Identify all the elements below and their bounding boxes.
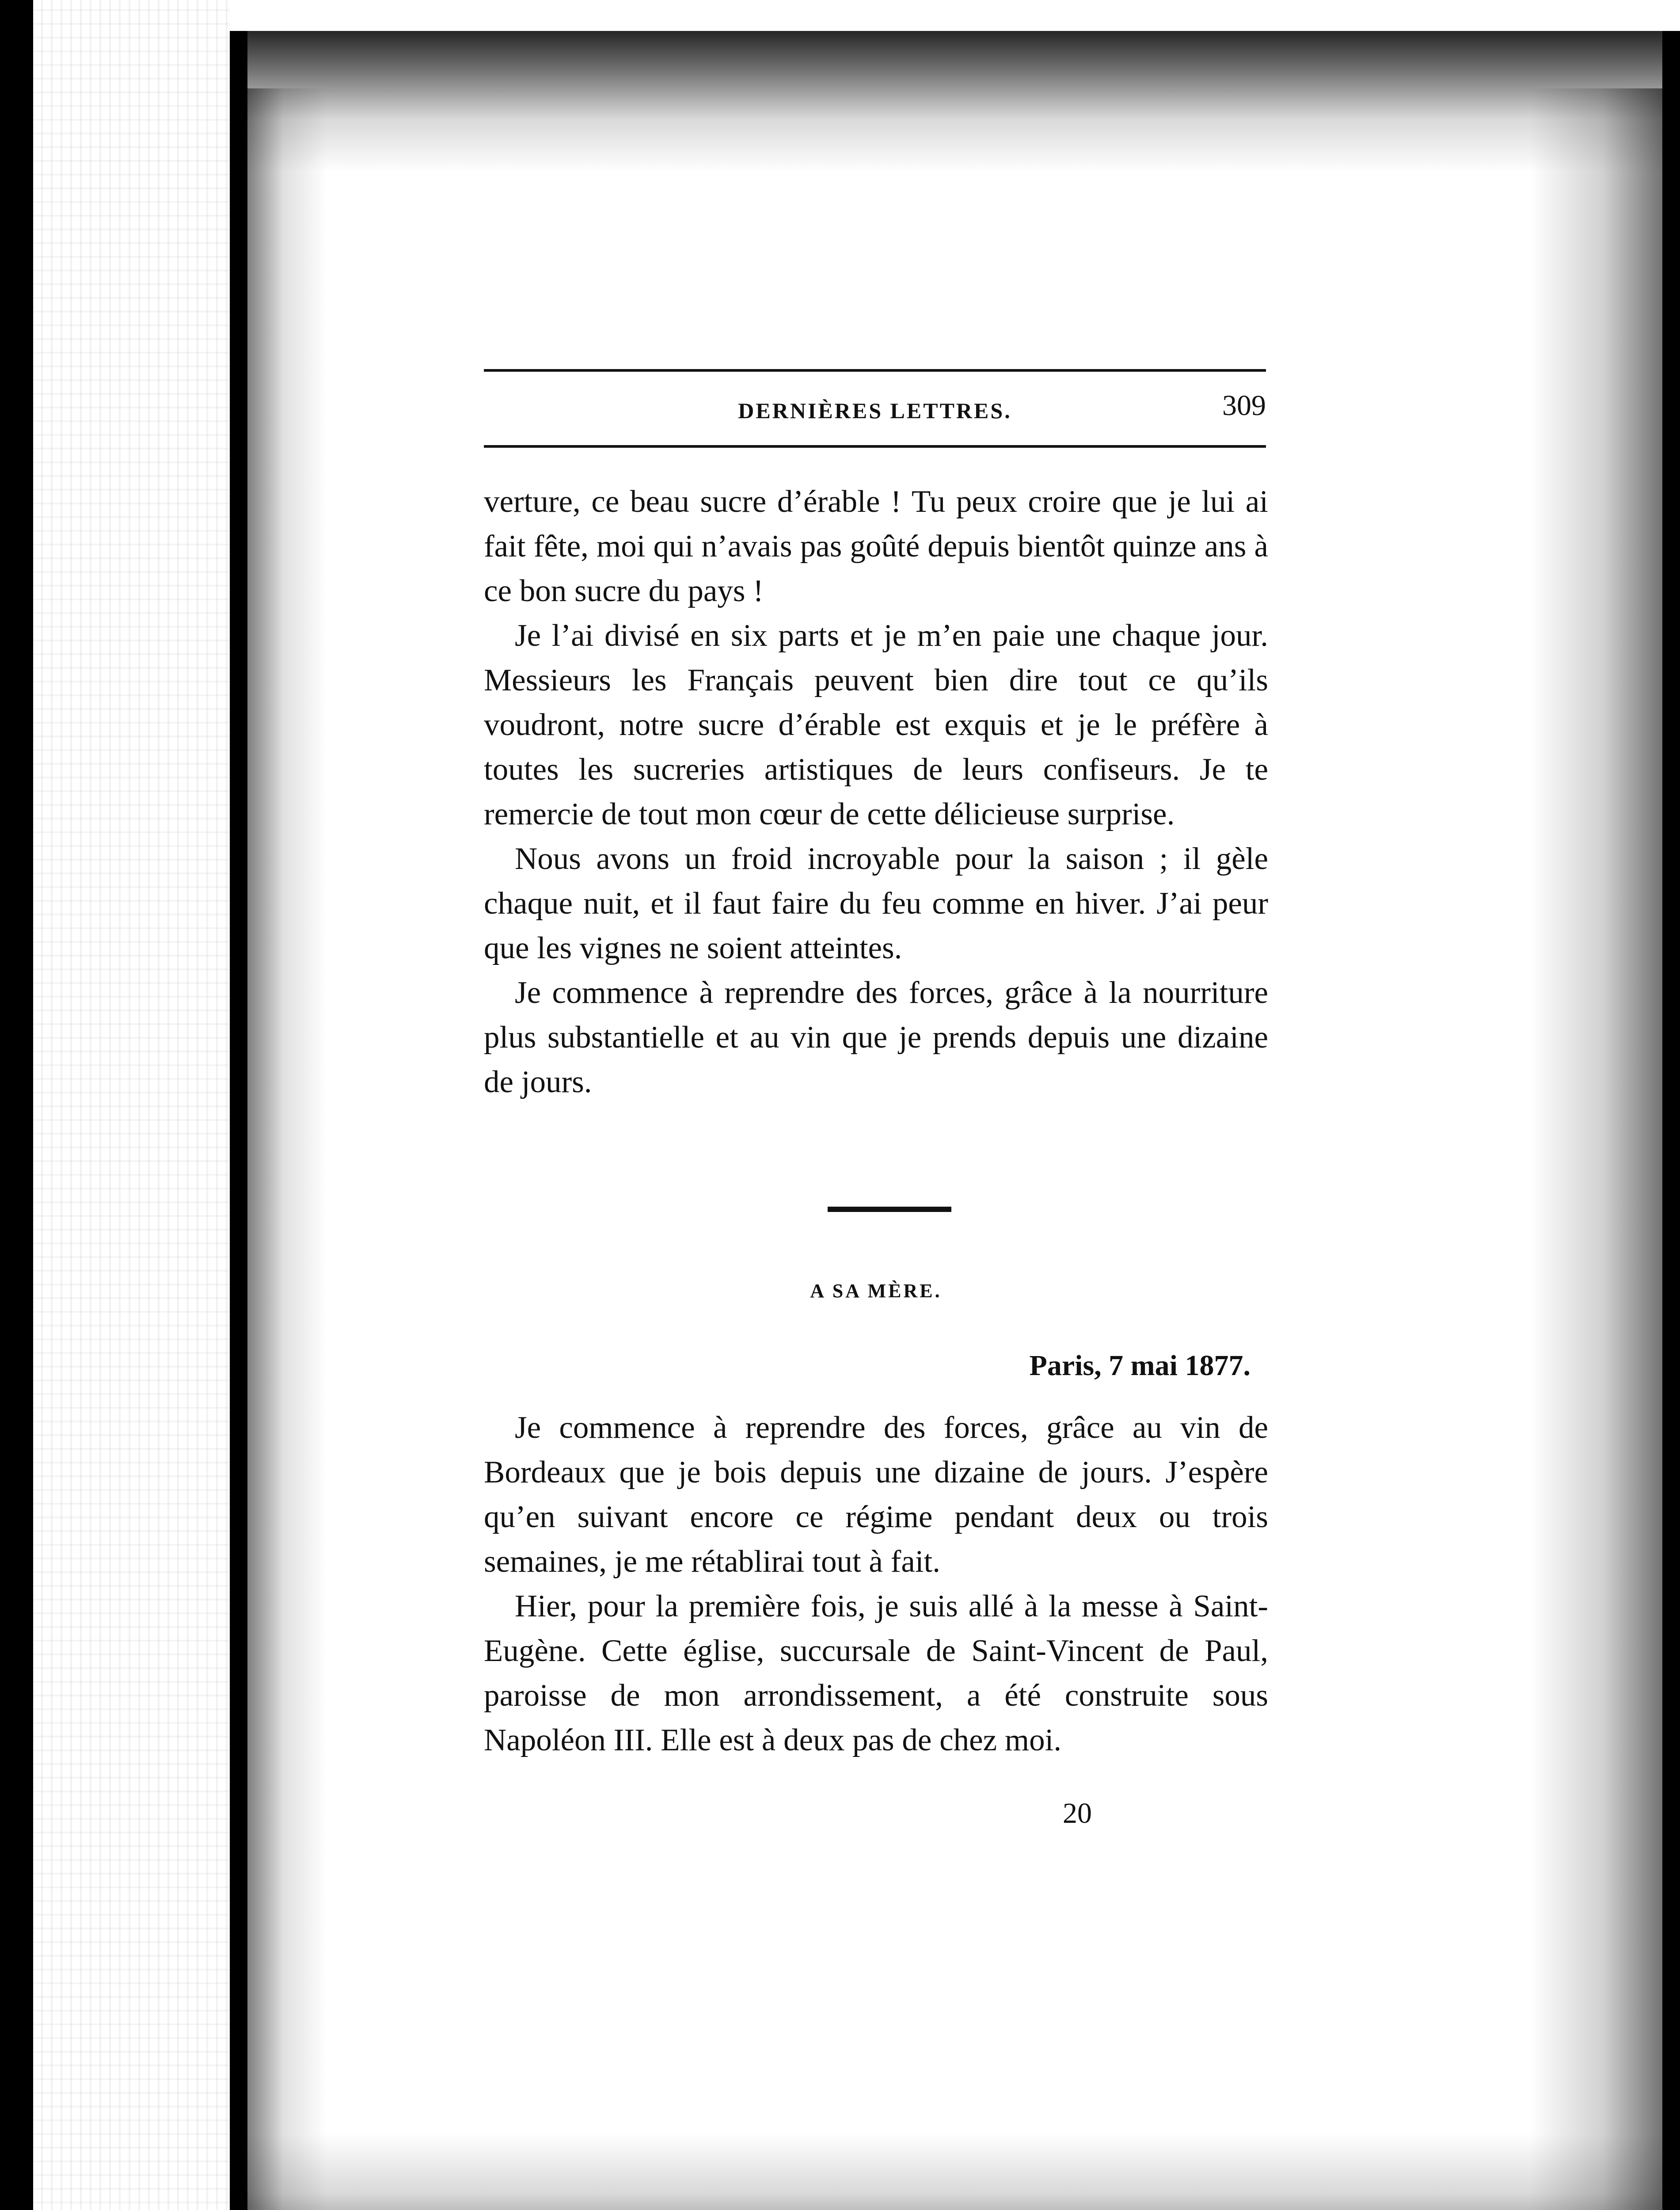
page-number: 309 [1222,389,1266,422]
running-title: DERNIÈRES LETTRES. [738,398,1012,423]
signature-mark: 20 [1063,1797,1092,1829]
paragraph: verture, ce beau sucre d’érable ! Tu peux croire que je lui ai fait fête, moi qui n’avais pas goûté depuis bientôt quinze ans à ce bon sucre du pays ! [484,484,1268,608]
running-head [484,389,1266,438]
dateline: Paris, 7 mai 1877. [1029,1349,1250,1382]
text-block-2 [484,1406,1268,1763]
section-separator [828,1207,951,1212]
paragraph: Je commence à reprendre des forces, grâce au vin de Bordeaux que je bois depuis une dizaine de jours. J’espère qu’en suivant encore ce régime pendant deux ou trois semaines, je me rétablirai tout à fait. [484,1410,1268,1579]
scan-right-shadow [1530,88,1662,2210]
paragraph: Je commence à reprendre des forces, grâce à la nourriture plus substantielle et au vin que je prends depuis une dizaine de jours. [484,975,1268,1099]
scan-left-margin [33,0,230,2210]
page-frame [230,31,1680,2210]
scan-left-border [0,0,33,2210]
header-rule-bottom [484,445,1266,448]
scan-bottom-shadow [230,2134,1680,2210]
paragraph: Je l’ai divisé en six parts et je m’en paie une chaque jour. Messieurs les Français peuvent bien dire tout ce qu’ils voudront, notre sucre d’érable est exquis et je le préfère à toutes les sucreries artistiques de leurs confiseurs. Je te remercie de tout mon cœur de cette délicieuse surprise. [484,618,1268,831]
paragraph: Nous avons un froid incroyable pour la saison ; il gèle chaque nuit, et il faut faire du feu comme en hiver. J’ai peur que les vignes ne soient atteintes. [484,842,1268,965]
text-block-1 [484,480,1268,1105]
paragraph: Hier, pour la première fois, je suis allé à la messe à Saint-Eugène. Cette église, succursale de Saint-Vincent de Paul, paroisse de mon arrondissement, a été construite sous Napoléon III. Elle est à deux pas de chez moi. [484,1589,1268,1757]
scan-top-shadow [230,31,1680,172]
letter-heading: A SA MÈRE. [810,1280,942,1302]
header-rule-top [484,369,1266,372]
scan-left-shadow [247,88,327,2210]
